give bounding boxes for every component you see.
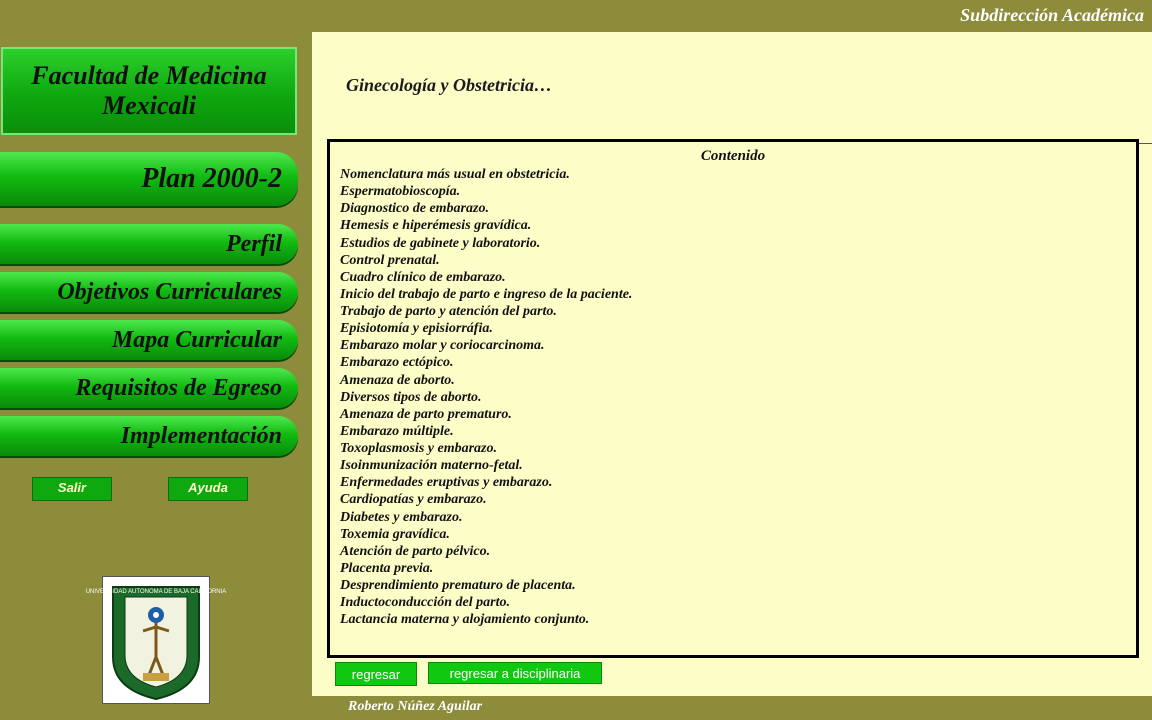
divider	[1138, 143, 1152, 144]
nav-requisitos-de-egreso[interactable]	[0, 368, 298, 408]
faculty-title-box	[1, 47, 297, 135]
exit-label: Salir	[57, 480, 87, 495]
nav-mapa-curricular[interactable]	[0, 320, 298, 360]
list-item: Placenta previa.	[340, 560, 434, 576]
svg-text:UNIVERSIDAD AUTONOMA DE BAJA C: UNIVERSIDAD AUTONOMA DE BAJA CALIFORNIA	[85, 589, 227, 595]
list-item: Episiotomía y episiorráfia.	[340, 321, 493, 337]
nav-label: Perfil	[226, 230, 282, 257]
footer-author: Roberto Núñez Aguilar	[348, 699, 483, 714]
list-item: Diabetes y embarazo.	[340, 509, 463, 525]
top-header-bar	[312, 0, 1152, 32]
list-item: Hemesis e hiperémesis gravídica.	[340, 218, 532, 234]
faculty-name: Facultad de Medicina	[31, 61, 267, 90]
list-item: Inductoconducción del parto.	[340, 595, 510, 611]
list-item: Embarazo múltiple.	[340, 423, 454, 439]
list-item: Lactancia materna y alojamiento conjunto.	[340, 612, 590, 628]
list-item: Amenaza de parto prematuro.	[340, 406, 512, 422]
list-item: Espermatobioscopía.	[340, 184, 461, 200]
university-crest-icon	[85, 576, 227, 704]
header-title: Subdirección Académica	[960, 5, 1144, 25]
help-label: Ayuda	[188, 480, 228, 495]
list-item: Embarazo ectópico.	[340, 355, 454, 371]
list-item: Diagnostico de embarazo.	[340, 201, 489, 217]
faculty-campus: Mexicali	[102, 91, 196, 120]
list-item: Inicio del trabajo de parto e ingreso de la paciente.	[340, 286, 633, 302]
list-item: Toxoplasmosis y embarazo.	[340, 441, 497, 456]
nav-plan-2000-2[interactable]	[0, 152, 298, 206]
nav-implementacion[interactable]	[0, 416, 298, 456]
list-item: Isoinmunización materno-fetal.	[340, 458, 523, 474]
back-button[interactable]: regresar	[335, 662, 417, 686]
list-item: Embarazo molar y coriocarcinoma.	[340, 338, 545, 354]
content-list	[340, 166, 1126, 628]
page-title: Ginecología y Obstetricia…	[346, 75, 552, 95]
nav-perfil[interactable]	[0, 224, 298, 264]
nav-label: Implementación	[120, 422, 282, 449]
list-item: Estudios de gabinete y laboratorio.	[340, 235, 541, 251]
list-item: Enfermedades eruptivas y embarazo.	[340, 475, 553, 491]
list-item: Cuadro clínico de embarazo.	[340, 269, 506, 285]
list-item: Cardiopatías y embarazo.	[340, 492, 487, 508]
nav-label: Requisitos de Egreso	[75, 374, 282, 401]
nav-objetivos-curriculares[interactable]	[0, 272, 298, 312]
content-panel	[327, 139, 1139, 658]
list-item: Atención de parto pélvico.	[340, 543, 491, 559]
nav-label: Plan 2000-2	[141, 163, 282, 194]
list-item: Desprendimiento prematuro de placenta.	[340, 578, 576, 593]
list-item: Toxemia gravídica.	[340, 526, 450, 542]
nav-label: Mapa Curricular	[111, 326, 282, 353]
back-to-discipline-button[interactable]: regresar a disciplinaria	[428, 662, 602, 684]
list-item: Nomenclatura más usual en obstetricia.	[340, 167, 570, 182]
content-title: Contenido	[700, 148, 766, 164]
exit-button[interactable]	[32, 477, 112, 501]
list-item: Control prenatal.	[340, 252, 440, 268]
list-item: Diversos tipos de aborto.	[340, 389, 482, 405]
list-item: Amenaza de aborto.	[340, 372, 455, 388]
nav-label: Objetivos Curriculares	[57, 278, 282, 305]
help-button[interactable]	[168, 477, 248, 501]
list-item: Trabajo de parto y atención del parto.	[340, 304, 557, 319]
